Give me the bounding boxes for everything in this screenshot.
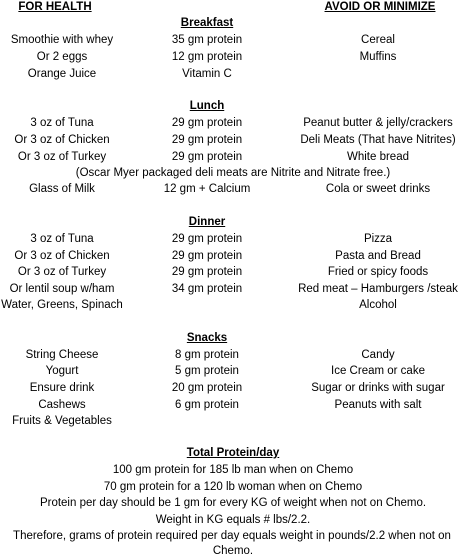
food-item: Orange Juice [27,68,97,80]
food-item: Cashews [38,399,86,411]
food-item: Ensure drink [29,382,95,394]
avoid-item: Alcohol [359,299,397,311]
protein-value: 20 gm protein [171,382,243,394]
avoid-item: Red meat – Hamburgers /steak [298,283,458,295]
protein-value: 34 gm protein [171,283,243,295]
avoid-item: Pizza [363,233,393,245]
protein-value: 6 gm protein [175,399,239,411]
food-item: 3 oz of Tuna [30,117,94,129]
food-item: Water, Greens, Spinach [1,299,123,311]
food-item: Or 3 oz of Turkey [17,266,107,278]
food-item: Fruits & Vegetables [12,415,112,427]
food-item: Glass of Milk [29,183,95,195]
for-health-header: FOR HEALTH [18,1,92,13]
avoid-item: Peanuts with salt [334,399,422,411]
total-line: Protein per day should be 1 gm for every KG of weight when not on Chemo. [39,497,427,509]
food-item: Or 2 eggs [36,51,88,63]
deli-meat-note: (Oscar Myer packaged deli meats are Nitrite and Nitrate free.) [75,167,391,179]
avoid-item: Peanut butter & jelly/crackers [303,117,453,129]
protein-value: 35 gm protein [171,34,243,46]
avoid-item: Ice Cream or cake [331,365,425,377]
breakfast-title: Breakfast [180,17,234,29]
protein-value: 29 gm protein [171,134,243,146]
avoid-item: Muffins [359,51,397,63]
food-item: 3 oz of Tuna [30,233,94,245]
food-item: Yogurt [45,365,79,377]
food-item: Or 3 oz of Chicken [14,134,110,146]
total-line: 70 gm protein for a 120 lb woman when on Chemo [103,481,363,493]
avoid-item: Pasta and Bread [335,250,421,262]
protein-value: 29 gm protein [171,266,243,278]
avoid-item: Deli Meats (That have Nitrites) [300,134,456,146]
avoid-item: Cereal [361,34,395,46]
protein-value: 5 gm protein [175,365,239,377]
protein-value: 29 gm protein [171,233,243,245]
avoid-item: Fried or spicy foods [327,266,429,278]
protein-value: 29 gm protein [171,250,243,262]
protein-value: 12 gm protein [171,51,243,63]
total-line: Weight in KG equals # lbs/2.2. [155,514,311,526]
protein-value: Vitamin C [182,68,232,80]
lunch-title: Lunch [189,100,225,112]
food-item: Smoothie with whey [10,34,114,46]
food-item: String Cheese [25,349,99,361]
protein-value: 12 gm + Calcium [163,183,251,195]
snacks-title: Snacks [186,332,228,344]
food-item: Or 3 oz of Chicken [14,250,110,262]
total-line: 100 gm protein for 185 lb man when on Chemo [112,464,354,476]
avoid-item: Cola or sweet drinks [325,183,431,195]
protein-value: 29 gm protein [171,151,243,163]
avoid-header: AVOID OR MINIMIZE [324,1,436,13]
total-protein-title: Total Protein/day [186,447,280,459]
avoid-item: Candy [361,349,395,361]
protein-value: 29 gm protein [171,117,243,129]
protein-value: 8 gm protein [175,349,239,361]
avoid-item: Sugar or drinks with sugar [311,382,445,394]
dinner-title: Dinner [188,216,226,228]
avoid-item: White bread [346,151,410,163]
food-item: Or 3 oz of Turkey [17,151,107,163]
food-item: Or lentil soup w/ham [9,283,115,295]
total-line: Therefore, grams of protein required per day equals weight in pounds/2.2 when not on [13,530,451,542]
total-line: Chemo. [212,545,254,557]
